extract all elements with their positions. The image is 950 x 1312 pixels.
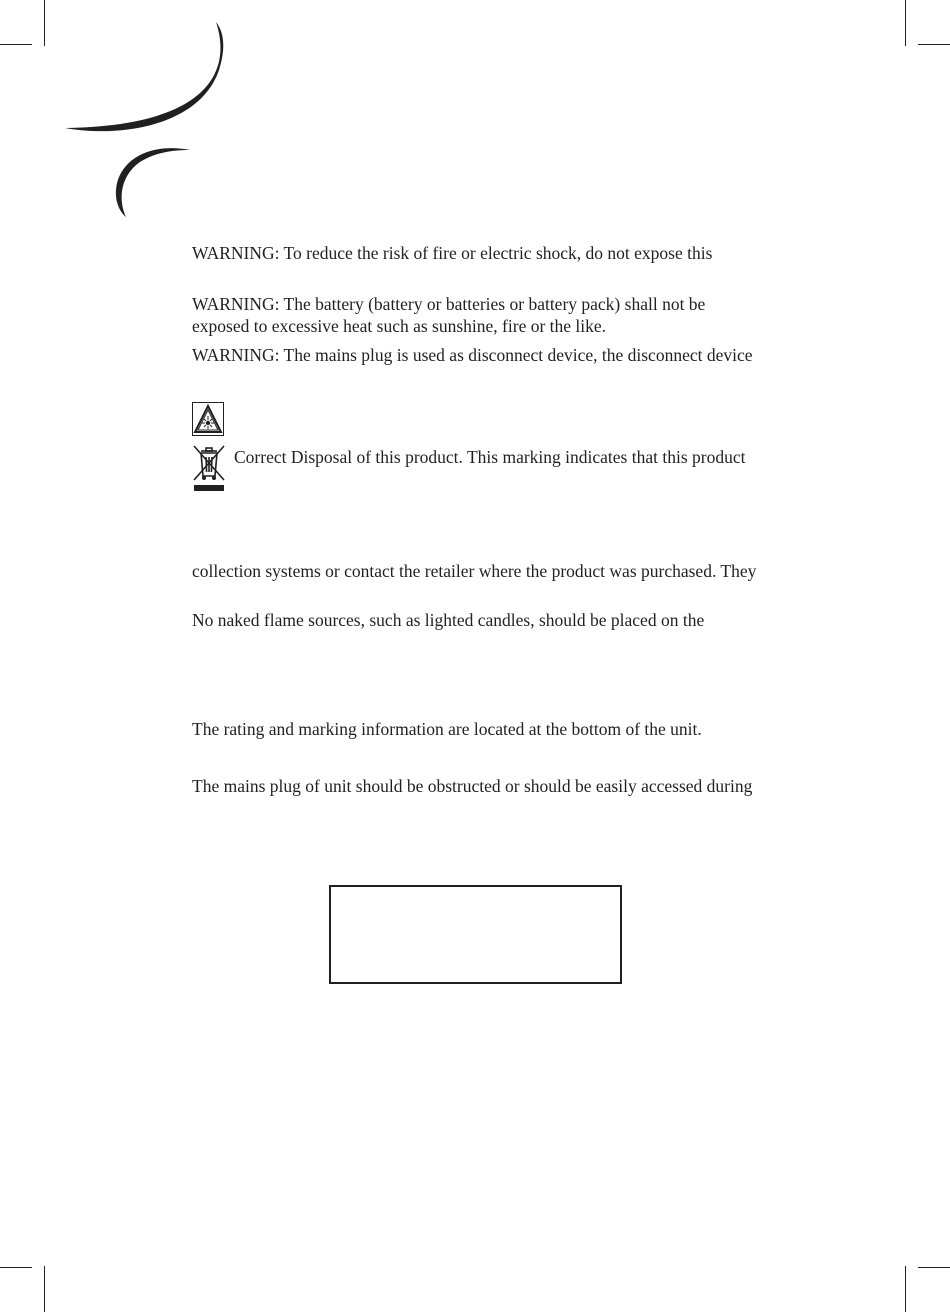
crop-mark-bottom-left-horizontal — [0, 1267, 32, 1268]
warning-battery-line-2: exposed to excessive heat such as sunshine, fire or the like. — [192, 316, 607, 336]
disposal-line: Correct Disposal of this product. This marking indicates that this product — [234, 447, 746, 467]
crop-mark-bottom-left-vertical — [44, 1266, 45, 1312]
warning-battery-line-1: WARNING: The battery (battery or batteries or battery pack) shall not be — [192, 294, 706, 314]
laser-warning-icon — [192, 402, 224, 436]
collection-line: collection systems or contact the retailer where the product was purchased. They — [192, 561, 757, 581]
mains-plug-line: The mains plug of unit should be obstructed or should be easily accessed during — [192, 776, 753, 796]
rating-line: The rating and marking information are located at the bottom of the unit. — [192, 719, 702, 739]
crop-mark-top-right-horizontal — [918, 44, 950, 45]
crossed-out-wheelie-bin-icon — [191, 443, 227, 493]
bordered-box — [329, 885, 622, 984]
warning-exposure-line: WARNING: To reduce the risk of fire or electric shock, do not expose this — [192, 243, 713, 263]
crop-mark-bottom-right-horizontal — [918, 1267, 950, 1268]
warning-mains-line: WARNING: The mains plug is used as disconnect device, the disconnect device — [192, 345, 753, 365]
decorative-swoosh — [0, 0, 240, 230]
crop-mark-top-right-vertical — [905, 0, 906, 46]
crop-mark-bottom-right-vertical — [905, 1266, 906, 1312]
flame-line: No naked flame sources, such as lighted candles, should be placed on the — [192, 610, 705, 630]
